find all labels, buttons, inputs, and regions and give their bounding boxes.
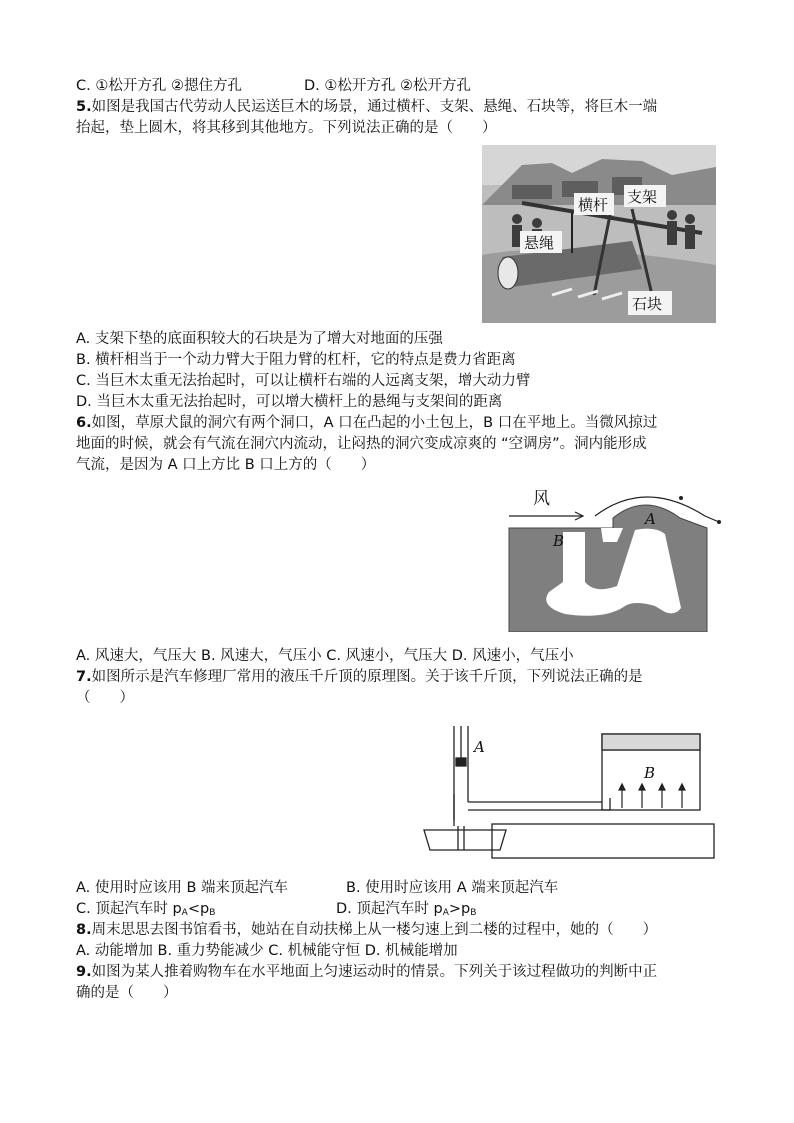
q5-label-support: 支架 bbox=[627, 188, 658, 206]
q6-stem-line3: 气流，是因为 A 口上方比 B 口上方的（ ） bbox=[76, 457, 376, 473]
q6-stem-text1: 如图，草原犬鼠的洞穴有两个洞口，A 口在凸起的小土包上，B 口在平地上。当微风掠过 bbox=[91, 415, 658, 431]
q4-option-c: C. ①松开方孔 ②摁住方孔 bbox=[76, 78, 242, 94]
q5-label-stone: 石块 bbox=[632, 295, 663, 313]
q8-stem-text: 周末思思去图书馆看书，她站在自动扶梯上从一楼匀速上到二楼的过程中，她的（ ） bbox=[91, 922, 658, 938]
q4-option-d: D. ①松开方孔 ②松开方孔 bbox=[304, 78, 471, 94]
q6-label-a: A bbox=[645, 510, 656, 528]
q9-stem-line1 bbox=[76, 962, 657, 982]
q5-label-lever: 横杆 bbox=[578, 196, 609, 214]
q5-label-rope: 悬绳 bbox=[524, 234, 555, 252]
q9-stem-line2: 确的是（ ） bbox=[76, 985, 178, 1001]
q5-stem-text1: 如图是我国古代劳动人民运送巨木的场景，通过横杆、支架、悬绳、石块等，将巨木一端 bbox=[91, 99, 658, 115]
q7-option-b: B. 使用时应该用 A 端来顶起汽车 bbox=[346, 880, 559, 896]
q7-option-c: C. 顶起汽车时 $p_A<p_B$ bbox=[76, 901, 216, 918]
q5-number: 5. bbox=[76, 99, 92, 115]
q6-label-wind: 风 bbox=[533, 489, 550, 509]
q7-figure-hydraulic-jack bbox=[420, 722, 716, 866]
q7-label-a: A bbox=[474, 738, 485, 756]
q6-number: 6. bbox=[76, 415, 92, 431]
q5-figure-log-transport bbox=[482, 145, 716, 323]
q7-option-d: D. 顶起汽车时 $p_A>p_B$ bbox=[336, 901, 477, 918]
q7-stem-line1 bbox=[76, 667, 643, 687]
q6-label-b: B bbox=[553, 532, 565, 550]
q8-options: A. 动能增加 B. 重力势能减少 C. 机械能守恒 D. 机械能增加 bbox=[76, 943, 458, 959]
q6-figure-burrow bbox=[505, 482, 723, 632]
q7-stem-text1: 如图所示是汽车修理厂常用的液压千斤顶的原理图。关于该千斤顶，下列说法正确的是 bbox=[91, 669, 643, 685]
q5-option-a: A. 支架下垫的底面积较大的石块是为了增大对地面的压强 bbox=[76, 331, 443, 347]
q5-option-b: B. 横杆相当于一个动力臂大于阻力臂的杠杆，它的特点是费力省距离 bbox=[76, 352, 516, 368]
q7-option-a: A. 使用时应该用 B 端来顶起汽车 bbox=[76, 880, 289, 896]
q6-stem-line1 bbox=[76, 413, 657, 433]
q9-number: 9. bbox=[76, 964, 92, 980]
q7-label-b: B bbox=[644, 764, 656, 782]
q6-options: A. 风速大，气压大 B. 风速大，气压小 C. 风速小，气压大 D. 风速小，气压小 bbox=[76, 648, 574, 664]
q5-stem-line2: 抬起，垫上圆木，将其移到其他地方。下列说法正确的是（ ） bbox=[76, 120, 497, 136]
q9-stem-text1: 如图为某人推着购物车在水平地面上匀速运动时的情景。下列关于该过程做功的判断中正 bbox=[91, 964, 658, 980]
q5-option-c: C. 当巨木太重无法抬起时，可以让横杆右端的人远离支架，增大动力臂 bbox=[76, 373, 531, 389]
q7-stem-line2: （ ） bbox=[76, 690, 134, 706]
q8-stem bbox=[76, 920, 657, 940]
q7-number: 7. bbox=[76, 669, 92, 685]
q5-stem-line1 bbox=[76, 97, 657, 117]
q8-number: 8. bbox=[76, 922, 92, 938]
q5-option-d: D. 当巨木太重无法抬起时，可以增大横杆上的悬绳与支架间的距离 bbox=[76, 394, 503, 410]
q6-stem-line2: 地面的时候，就会有气流在洞穴内流动，让闷热的洞穴变成凉爽的 “空调房”。洞内能形成 bbox=[76, 436, 647, 452]
